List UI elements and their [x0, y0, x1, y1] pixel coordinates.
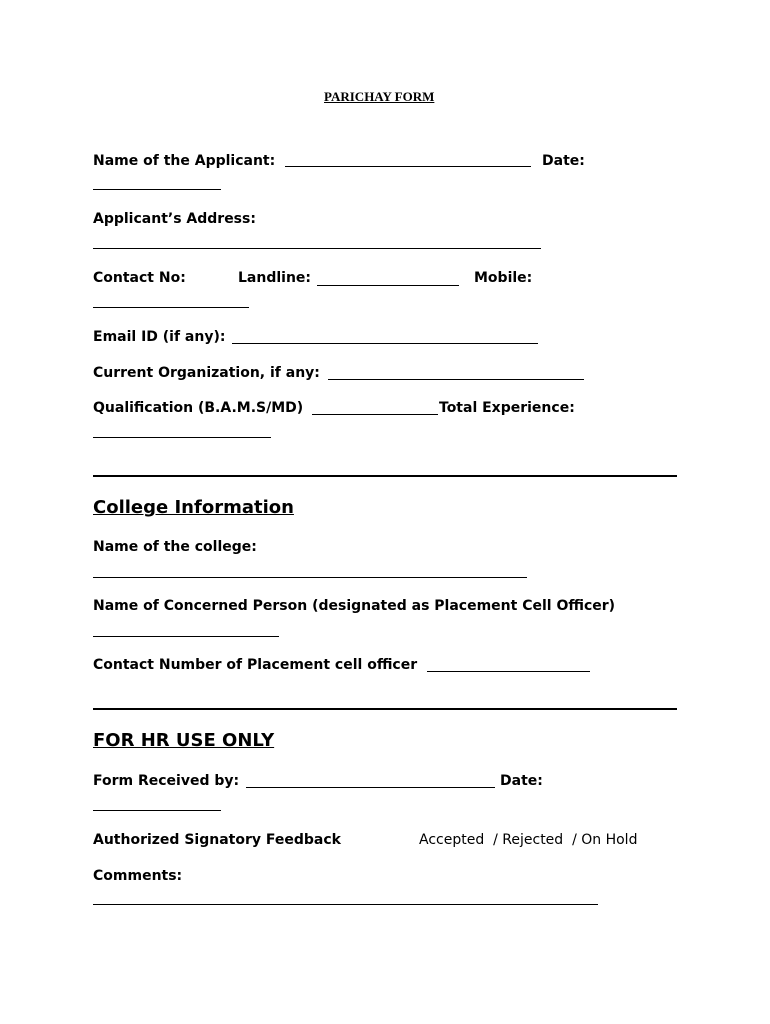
section-divider: [93, 708, 677, 710]
landline-field[interactable]: [317, 285, 459, 286]
organization-field[interactable]: [328, 379, 584, 380]
college-section-heading: College Information: [93, 497, 294, 518]
form-title: PARICHAY FORM: [324, 89, 435, 104]
landline-label: Landline:: [238, 270, 312, 286]
email-field[interactable]: [232, 343, 538, 344]
hr-date-label: Date:: [500, 773, 543, 789]
applicant-date-field[interactable]: [93, 189, 221, 190]
experience-label: Total Experience:: [439, 400, 575, 416]
applicant-date-label: Date:: [542, 153, 585, 169]
hr-section-heading: FOR HR USE ONLY: [93, 730, 275, 751]
qualification-field[interactable]: [312, 414, 438, 415]
mobile-label: Mobile:: [474, 270, 533, 286]
feedback-status-options[interactable]: Accepted / Rejected / On Hold: [419, 832, 638, 848]
received-by-field[interactable]: [246, 787, 495, 788]
concerned-person-field[interactable]: [93, 636, 279, 637]
feedback-label: Authorized Signatory Feedback: [93, 832, 341, 848]
college-name-field[interactable]: [93, 577, 527, 578]
experience-field[interactable]: [93, 437, 271, 438]
applicant-address-field[interactable]: [93, 248, 541, 249]
qualification-label: Qualification (B.A.M.S/MD): [93, 400, 304, 416]
mobile-field[interactable]: [93, 307, 249, 308]
applicant-name-field[interactable]: [285, 166, 531, 167]
officer-contact-field[interactable]: [427, 671, 590, 672]
comments-label: Comments:: [93, 868, 183, 884]
applicant-name-label: Name of the Applicant:: [93, 153, 276, 169]
applicant-address-label: Applicant’s Address:: [93, 211, 256, 227]
college-name-label: Name of the college:: [93, 539, 257, 555]
organization-label: Current Organization, if any:: [93, 365, 320, 381]
email-label: Email ID (if any):: [93, 329, 226, 345]
officer-contact-label: Contact Number of Placement cell officer: [93, 657, 418, 673]
received-by-label: Form Received by:: [93, 773, 240, 789]
section-divider: [93, 475, 677, 477]
comments-field[interactable]: [93, 904, 598, 905]
contact-no-label: Contact No:: [93, 270, 186, 286]
hr-date-field[interactable]: [93, 810, 221, 811]
concerned-person-label: Name of Concerned Person (designated as Placement Cell Officer): [93, 598, 616, 614]
